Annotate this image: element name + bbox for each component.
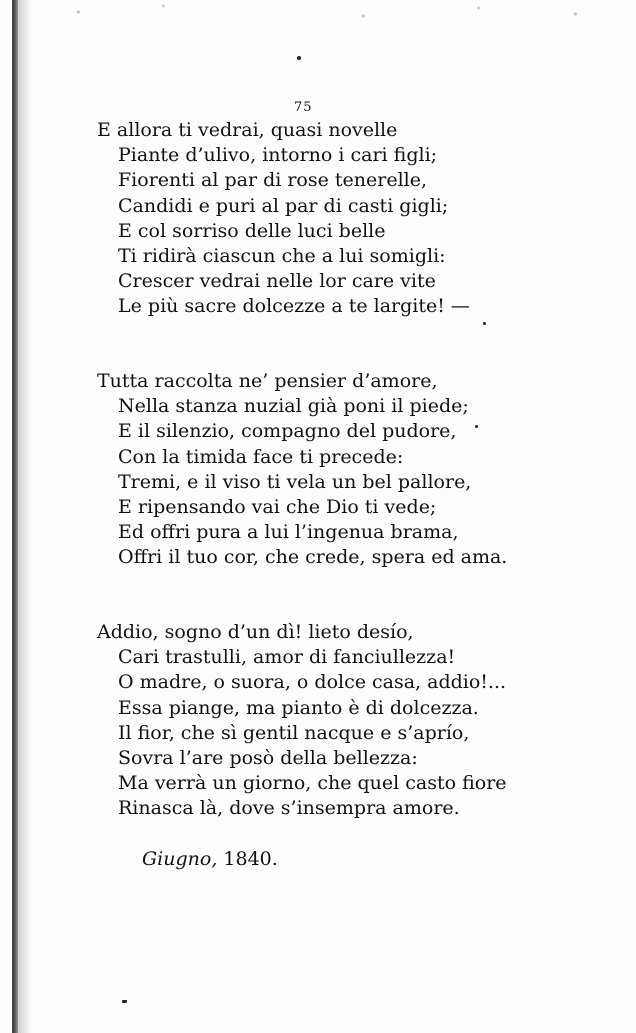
verse-line: Il fior, che sì gentil nacque e s’aprío, — [118, 721, 470, 744]
verse-line: E il silenzio, compagno del pudore, — [118, 420, 457, 443]
ink-speck — [297, 56, 301, 60]
verse-line: Offri il tuo cor, che crede, spera ed ama. — [118, 546, 508, 569]
paper-speckles — [30, 0, 636, 40]
verse-line: Ma verrà un giorno, che quel casto fiore — [118, 772, 507, 795]
page-binding-shadow — [18, 0, 32, 1033]
verse-line: E allora ti vedrai, quasi novelle — [97, 119, 398, 141]
verse-line: Rinasca là, dove s’insempra amore. — [118, 797, 460, 820]
stanza-3 — [97, 620, 507, 822]
stanza-1 — [97, 118, 470, 320]
page-number: 75 — [294, 100, 313, 115]
verse-line: E ripensando vai che Dio ti vede; — [118, 496, 437, 519]
verse-line: Tutta raccolta ne’ pensier d’amore, — [97, 370, 438, 392]
verse-line: Ti ridirà ciascun che a lui somigli: — [118, 245, 446, 268]
stanza-2 — [97, 369, 507, 571]
ink-speck — [122, 1000, 127, 1003]
verse-line: Con la timida face ti precede: — [118, 445, 404, 468]
verse-line: Piante d’ulivo, intorno i cari figli; — [118, 144, 438, 167]
verse-line: Le più sacre dolcezze a te largite! — — [118, 295, 470, 318]
verse-line: Crescer vedrai nelle lor care vite — [118, 270, 436, 293]
poem-date — [142, 848, 278, 870]
verse-line: O madre, o suora, o dolce casa, addio!... — [118, 671, 507, 694]
verse-line: Ed offri pura a lui l’ingenua brama, — [118, 521, 459, 544]
verse-line: Addio, sogno d’un dì! lieto desío, — [97, 621, 414, 643]
verse-line: Fiorenti al par di rose tenerelle, — [118, 169, 428, 192]
verse-line: E col sorriso delle luci belle — [118, 219, 386, 242]
ink-speck — [483, 322, 486, 325]
verse-line: Tremi, e il viso ti vela un bel pallore, — [118, 470, 472, 493]
verse-line: Sovra l’are posò della bellezza: — [118, 747, 418, 770]
verse-line: Essa piange, ma pianto è di dolcezza. — [118, 696, 479, 719]
verse-line: Cari trastulli, amor di fanciullezza! — [118, 646, 456, 669]
date-year: 1840. — [223, 848, 278, 870]
date-month: Giugno, — [142, 848, 218, 870]
verse-line: Nella stanza nuzial già poni il piede; — [118, 395, 469, 418]
verse-line: Candidi e puri al par di casti gigli; — [118, 194, 449, 217]
